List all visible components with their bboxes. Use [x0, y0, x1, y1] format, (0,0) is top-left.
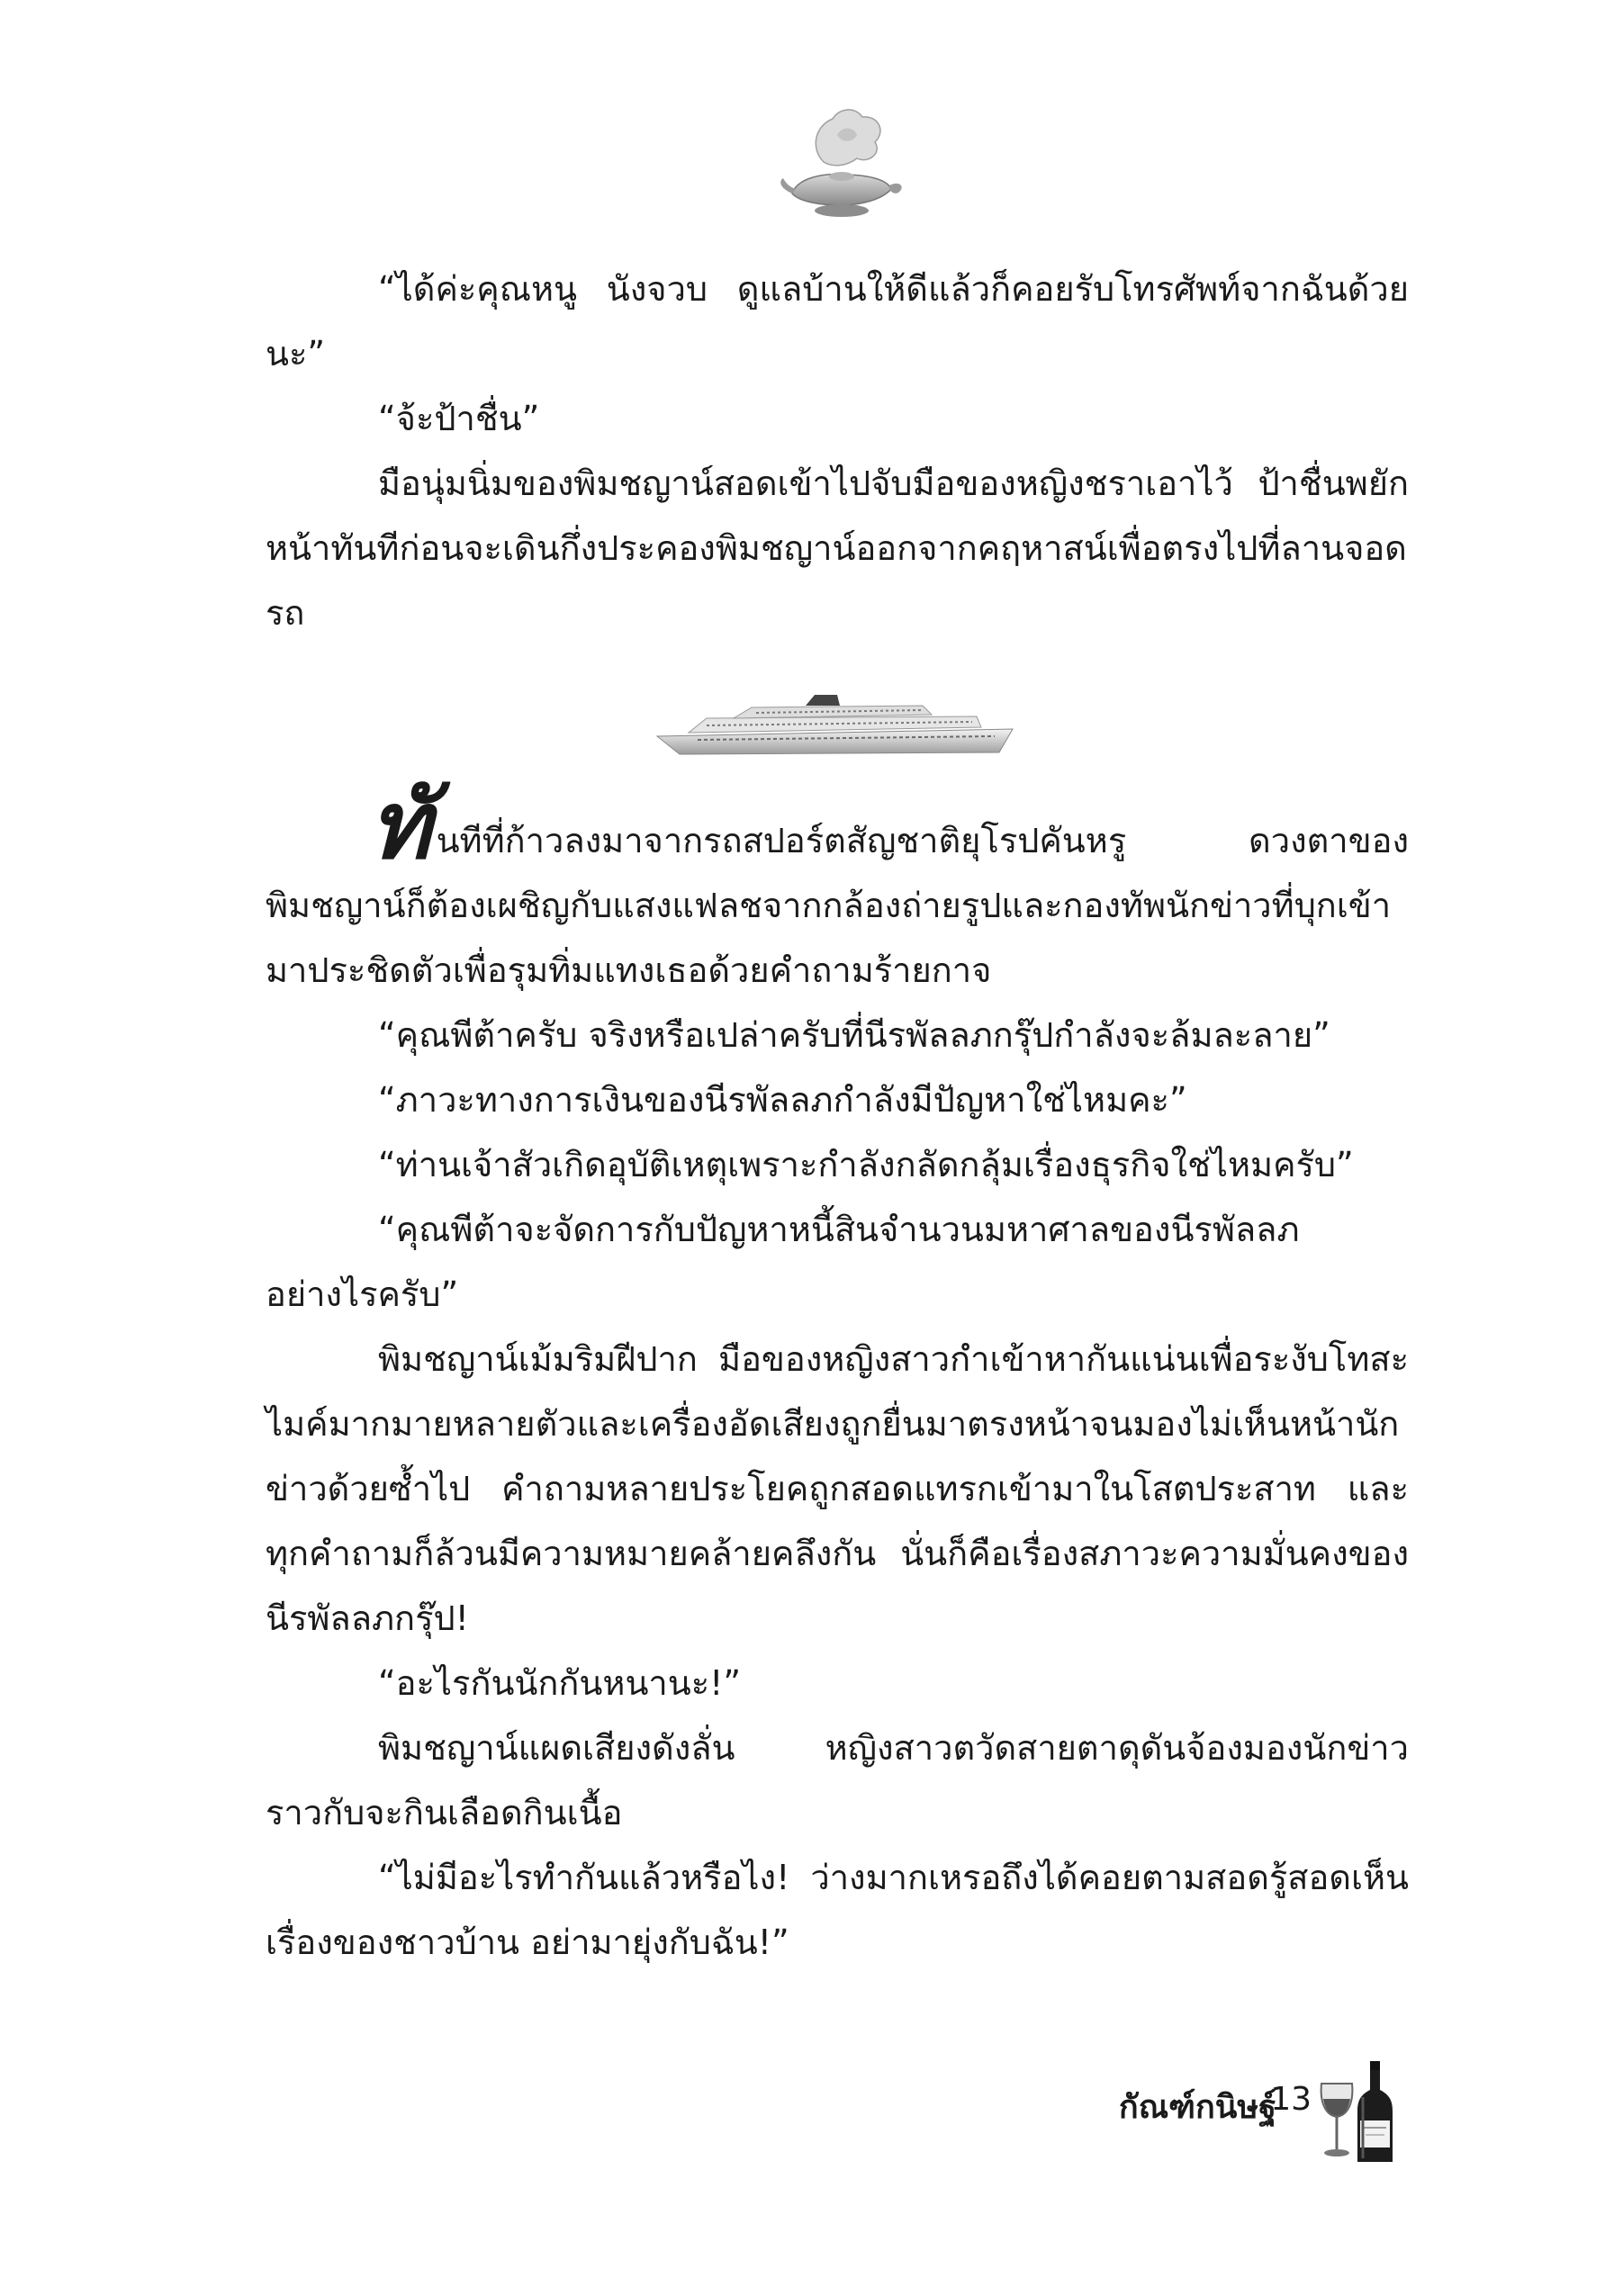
- paragraph: มือนุ่มนิ่มของพิมชญาน์สอดเข้าไปจับมือของหญิงชราเอาไว้ ป้าชื่นพยักหน้าทันทีก่อนจะเดินกึ่งประคองพิมชญาน์ออกจากคฤหาสน์เพื่อตรงไปที่ลานจอดรถ: [266, 464, 1409, 633]
- paragraph: พิมชญาน์เม้มริมฝีปาก มือของหญิงสาวกำเข้าหากันแน่นเพื่อระงับโทสะ ไมค์มากมายหลายตัวและเครื่องอัดเสียงถูกยื่นมาตรงหน้าจนมองไม่เห็นหน้านักข่าวด้วยซ้ำไป คำถามหลายประโยคถูกสอดแทรกเข้ามาในโสตประสาท และทุกคำถามก็ล้วนมีความหมายคล้ายคลึงกัน นั่นก็คือเรื่องสภาวะความมั่นคงของนีรพัลลภกรุ๊ป!: [266, 1339, 1409, 1638]
- section-one: [266, 257, 1409, 645]
- paragraph: “คุณพีต้าจะจัดการกับปัญหาหนี้สินจำนวนมหาศาลของนีรพัลลภอย่างไรครับ”: [266, 1210, 1300, 1314]
- cruise-ship-icon: [653, 693, 1022, 761]
- page-number: 13: [1270, 2081, 1312, 2118]
- section-two: [266, 770, 1409, 1975]
- paragraph: “ไม่มีอะไรทำกันแล้วหรือไง! ว่างมากเหรอถึงได้คอยตามสอดรู้สอดเห็นเรื่องของชาวบ้าน อย่ามายุ่งกับฉัน!”: [266, 1858, 1409, 1962]
- paragraph: “ท่านเจ้าสัวเกิดอุบัติเหตุเพราะกำลังกลัดกลุ้มเรื่องธุรกิจใช่ไหมครับ”: [378, 1145, 1354, 1184]
- drop-cap: ทั: [369, 770, 431, 880]
- first-paragraph: [266, 770, 1409, 1003]
- book-title: กัณฑ์กนิษฐ์: [1118, 2089, 1276, 2126]
- paragraph: “ได้ค่ะคุณหนู นังจวบ ดูแลบ้านให้ดีแล้วก็คอยรับโทรศัพท์จากฉันด้วยนะ”: [266, 269, 1409, 374]
- lamp-genie-icon: [774, 99, 909, 234]
- paragraph: “อะไรกันนักกันหนานะ!”: [378, 1663, 742, 1703]
- paragraph: “จ้ะป้าชื่น”: [378, 399, 540, 438]
- wine-bottle-icon: [1355, 2061, 1395, 2165]
- first-paragraph-text: นทีที่ก้าวลงมาจากรถสปอร์ตสัญชาติยุโรปคันหรู ดวงตาของพิมชญาน์ก็ต้องเผชิญกับแสงแฟลชจากกล้องถ่ายรูปและกองทัพนักข่าวที่บุกเข้ามาประชิดตัวเพื่อรุมทิ่มแทงเธอด้วยคำถามร้ายกาจ: [266, 821, 1409, 990]
- paragraph: พิมชญาน์แผดเสียงดังลั่น หญิงสาวตวัดสายตาดุดันจ้องมองนักข่าวราวกับจะกินเลือดกินเนื้อ: [266, 1728, 1409, 1832]
- wine-glass-icon: [1314, 2079, 1359, 2160]
- paragraph: “ภาวะทางการเงินของนีรพัลลภกำลังมีปัญหาใช่ไหมคะ”: [378, 1080, 1187, 1120]
- page-footer: [1035, 2061, 1413, 2178]
- paragraph: “คุณพีต้าครับ จริงหรือเปล่าครับที่นีรพัลลภกรุ๊ปกำลังจะล้มละลาย”: [378, 1015, 1330, 1055]
